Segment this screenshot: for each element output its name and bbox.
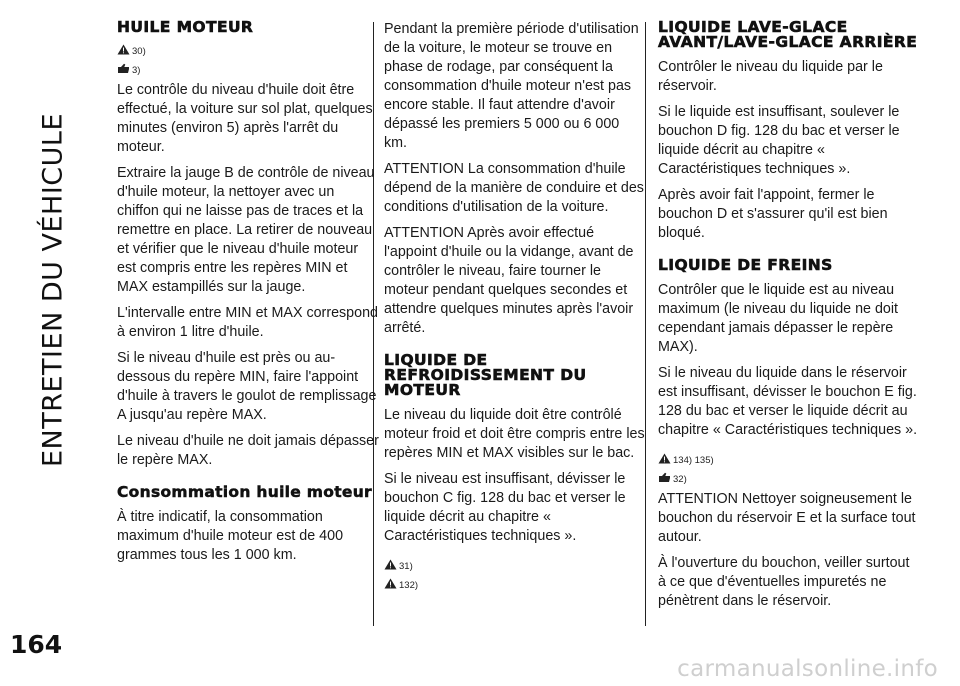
subsection-heading-oil-consumption: Consommation huile moteur <box>117 483 373 501</box>
paragraph: Le contrôle du niveau d'huile doit être effectué, la voiture sur sol plat, quelques minutes (environ 5) après l'arrêt du moteur. <box>117 82 373 155</box>
warning-reference <box>384 572 646 591</box>
section-heading-coolant: LIQUIDE DE REFROIDISSEMENT DU MOTEUR <box>384 351 587 399</box>
note-ref-number: 32) <box>673 474 687 485</box>
hand-note-icon <box>117 63 130 74</box>
paragraph: Après avoir fait l'appoint, fermer le bouchon D et s'assurer qu'il est bien bloqué. <box>658 187 888 241</box>
warning-reference <box>658 447 920 466</box>
paragraph: Contrôler le niveau du liquide par le réservoir. <box>658 59 883 94</box>
paragraph: Contrôler que le liquide est au niveau maximum (le niveau du liquide ne doit cependant jamais dépasser le repère MAX). <box>658 282 898 355</box>
column-2 <box>384 20 646 591</box>
warning-reference <box>117 38 379 57</box>
paragraph: Extraire la jauge B de contrôle de niveau d'huile moteur, la nettoyer avec un chiffon qui ne laisse pas de traces et la remettre en place. La retirer de nouveau et vérifier que le niveau d'huile moteur est compris entre les repères MIN et MAX estampillés sur la jauge. <box>117 165 375 295</box>
warning-triangle-icon <box>384 559 397 570</box>
paragraph: À titre indicatif, la consommation maximum d'huile moteur est de 400 grammes tous les 1 000 km. <box>117 509 344 563</box>
warning-ref-number: 134) 135) <box>673 455 714 466</box>
section-heading-brake-fluid: LIQUIDE DE FREINS <box>658 256 833 274</box>
warning-reference <box>384 553 646 572</box>
warning-triangle-icon <box>658 453 671 464</box>
paragraph: Si le niveau est insuffisant, dévisser le bouchon C fig. 128 du bac et verser le liquide décrit au chapitre « Caractéristiques techniques ». <box>384 471 626 544</box>
paragraph: ATTENTION Après avoir effectué l'appoint d'huile ou la vidange, avant de contrôler le niveau, faire tourner le moteur pendant quelques secondes et attendre quelques minutes après l'avoir arrêté. <box>384 225 634 336</box>
warning-triangle-icon <box>117 44 130 55</box>
paragraph: ATTENTION Nettoyer soigneusement le bouchon du réservoir E et la surface tout autour. <box>658 491 916 545</box>
paragraph: Si le liquide est insuffisant, soulever le bouchon D fig. 128 du bac et verser le liquide décrit au chapitre « Caractéristiques techniques ». <box>658 104 900 177</box>
section-heading-engine-oil: HUILE MOTEUR <box>117 18 254 36</box>
paragraph: À l'ouverture du bouchon, veiller surtout à ce que d'éventuelles impuretés ne pénètrent dans le réservoir. <box>658 555 910 609</box>
watermark: carmanualsonline.info <box>677 656 938 682</box>
note-ref-number: 3) <box>132 65 141 76</box>
paragraph: Si le niveau d'huile est près ou au-dessous du repère MIN, faire l'appoint d'huile à travers le goulot de remplissage A jusqu'au repère MAX. <box>117 350 377 423</box>
section-heading-washer-fluid: LIQUIDE LAVE-GLACE AVANT/LAVE-GLACE ARRIÈRE <box>658 18 918 51</box>
note-reference <box>658 466 920 485</box>
chapter-title: ENTRETIEN DU VÉHICULE <box>37 112 69 468</box>
paragraph: Pendant la première période d'utilisation de la voiture, le moteur se trouve en phase de rodage, par conséquent la consommation d'huile moteur n'est pas encore stable. Il faut attendre d'avoir dépassé les premiers 5 000 ou 6 000 km. <box>384 21 639 151</box>
page-number: 164 <box>10 630 63 659</box>
warning-ref-number: 30) <box>132 46 146 57</box>
paragraph: Le niveau d'huile ne doit jamais dépasser le repère MAX. <box>117 433 379 468</box>
warning-ref-number: 132) <box>399 580 419 591</box>
warning-triangle-icon <box>384 578 397 589</box>
paragraph: Si le niveau du liquide dans le réservoir est insuffisant, dévisser le bouchon E fig. 128 du bac et verser le liquide décrit au chapitre « Caractéristiques techniques ». <box>658 365 918 438</box>
paragraph: L'intervalle entre MIN et MAX correspond à environ 1 litre d'huile. <box>117 305 378 340</box>
paragraph: ATTENTION La consommation d'huile dépend de la manière de conduire et des conditions d'utilisation de la voiture. <box>384 161 644 215</box>
hand-note-icon <box>658 472 671 483</box>
note-reference <box>117 57 379 76</box>
column-3 <box>658 20 920 618</box>
column-1 <box>117 20 379 572</box>
paragraph: Le niveau du liquide doit être contrôlé moteur froid et doit être compris entre les repères MIN et MAX visibles sur le bac. <box>384 407 645 461</box>
warning-ref-number: 31) <box>399 561 413 572</box>
